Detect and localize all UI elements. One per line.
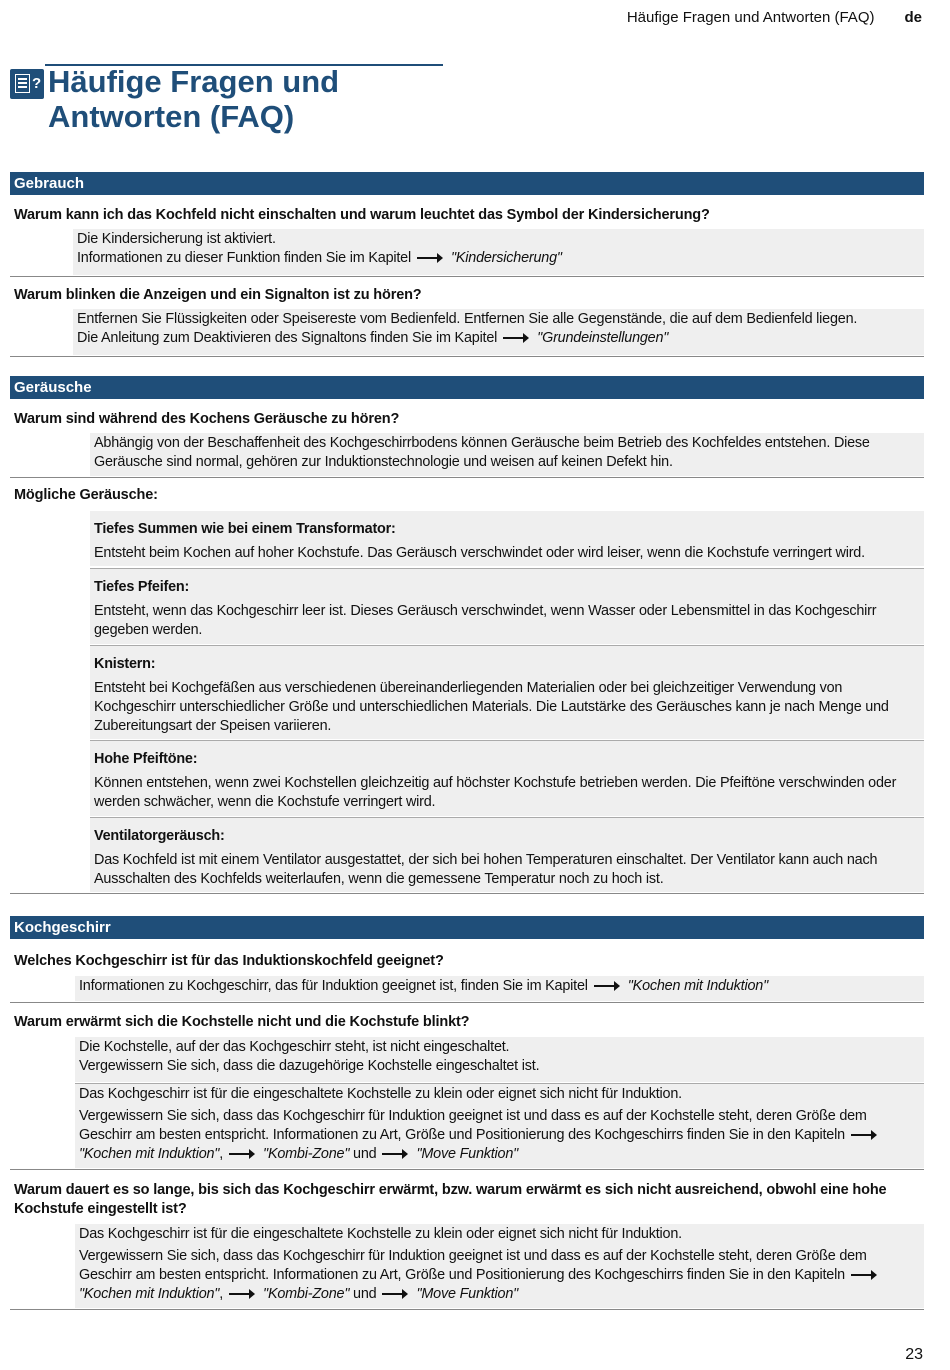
noise-title: Ventilatorgeräusch: [94, 828, 225, 844]
chapter-reference: "Kombi-Zone" [263, 1146, 350, 1162]
question-text: Welches Kochgeschirr ist für das Induktionskochfeld geeignet? [14, 953, 444, 969]
arrow-right-icon [503, 333, 529, 343]
noise-text: Das Kochfeld ist mit einem Ventilator ausgestattet, der sich bei hohen Temperaturen einschaltet. Der Ventilator kann auch nach Ausschalten des Kochfelds weiterlaufen, wenn die gemessene Temperatur noch zu hoch ist. [94, 852, 878, 887]
page-title-line1: Häufige Fragen und [48, 64, 340, 99]
page-title-line2: Antworten (FAQ) [48, 99, 295, 134]
answer-block [75, 976, 924, 1001]
answer-line: Abhängig von der Beschaffenheit des Kochgeschirrbodens können Geräusche beim Betrieb des Kochfeldes entstehen. Diese Geräusche sind normal, gehören zur Induktionstechnologie und weisen auf keinen Defekt hin. [94, 435, 870, 470]
arrow-right-icon [851, 1270, 877, 1280]
possible-noises-label: Mögliche Geräusche: [14, 487, 158, 503]
chapter-reference: "Kochen mit Induktion" [79, 1286, 220, 1302]
separator [10, 276, 924, 277]
noise-title: Tiefes Pfeifen: [94, 579, 190, 595]
noise-block [90, 818, 924, 892]
noise-text: Entsteht beim Kochen auf hoher Kochstufe. Das Geräusch verschwindet oder wird leiser, wenn die Kochstufe verringert wird. [94, 545, 865, 561]
separator [10, 1309, 924, 1310]
document-question-icon: ? [10, 69, 44, 99]
noise-text: Können entstehen, wenn zwei Kochstellen gleichzeitig auf höchster Kochstufe betrieben werden. Die Pfeiftöne verschwinden oder werden schwächer, wenn die Kochstufe verringert wird. [94, 775, 897, 810]
answer-line: Die Kochstelle, auf der das Kochgeschirr steht, ist nicht eingeschaltet. [79, 1039, 510, 1055]
arrow-right-icon [851, 1130, 877, 1140]
noise-title: Knistern: [94, 656, 156, 672]
noise-block [90, 741, 924, 816]
question-text: Warum blinken die Anzeigen und ein Signalton ist zu hören? [14, 287, 422, 303]
comma: , [219, 1286, 224, 1302]
conjunction: und [353, 1146, 377, 1162]
chapter-reference: "Kochen mit Induktion" [79, 1146, 220, 1162]
noise-title: Hohe Pfeiftöne: [94, 751, 198, 767]
answer-text: Informationen zu dieser Funktion finden Sie im Kapitel [77, 250, 411, 266]
noise-text: Entsteht bei Kochgefäßen aus verschiedenen übereinanderliegenden Materialien oder bei gleichzeitiger Verwendung von Kochgeschirr unterschiedlicher Größe und unterschiedlichen Materials. Die Lautstärke des Geräusches kann je nach Menge und Zubereitungsart der Speisen variieren. [94, 680, 889, 734]
answer-text: Informationen zu Kochgeschirr, das für Induktion geeignet ist, finden Sie im Kapitel [79, 978, 588, 994]
running-header-title: Häufige Fragen und Antworten (FAQ) [626, 9, 875, 26]
arrow-right-icon [594, 981, 620, 991]
answer-block [73, 229, 924, 275]
noise-title: Tiefes Summen wie bei einem Transformator: [94, 521, 396, 537]
question-text: Warum kann ich das Kochfeld nicht einschalten und warum leuchtet das Symbol der Kindersicherung? [14, 207, 710, 223]
chapter-reference: "Move Funktion" [416, 1286, 519, 1302]
noise-block [90, 511, 924, 566]
answer-line: Die Kindersicherung ist aktiviert. [77, 231, 276, 247]
page-number: 23 [905, 1346, 923, 1363]
answer-text: Die Anleitung zum Deaktivieren des Signaltons finden Sie im Kapitel [77, 330, 498, 346]
answer-line [77, 249, 920, 268]
answer-block [75, 1037, 924, 1082]
arrow-right-icon [417, 253, 443, 263]
separator [10, 1169, 924, 1170]
noise-block [90, 569, 924, 644]
answer-text: Vergewissern Sie sich, dass das Kochgeschirr für Induktion geeignet ist und dass es auf der Kochstelle steht, deren Größe dem Geschirr am besten entspricht. Informationen zu Art, Größe und Positionierung des Kochgeschirrs finden Sie in den Kapiteln [79, 1248, 867, 1283]
chapter-reference: "Kindersicherung" [450, 250, 562, 266]
noise-text: Entsteht, wenn das Kochgeschirr leer ist. Dieses Geräusch verschwindet, wenn Wasser oder Lebensmittel in das Kochgeschirr gegeben werden. [94, 603, 877, 638]
section-header-gebrauch: Gebrauch [10, 172, 924, 195]
chapter-reference: "Move Funktion" [416, 1146, 519, 1162]
comma: , [219, 1146, 224, 1162]
section-header-kochgeschirr: Kochgeschirr [10, 916, 924, 939]
answer-line [79, 1107, 920, 1164]
section-header-geraeusche: Geräusche [10, 376, 924, 399]
question-text: Warum sind während des Kochens Geräusche zu hören? [14, 411, 400, 427]
question-text: Warum erwärmt sich die Kochstelle nicht und die Kochstufe blinkt? [14, 1014, 470, 1030]
separator [10, 356, 924, 357]
answer-block [75, 1224, 924, 1308]
question-text: Warum dauert es so lange, bis sich das Kochgeschirr erwärmt, bzw. warum erwärmt es sich nicht ausreichend, obwohl eine hohe Kochstufe eingestellt ist? [14, 1182, 887, 1217]
conjunction: und [353, 1286, 377, 1302]
answer-line [77, 329, 920, 348]
answer-line: Vergewissern Sie sich, dass die dazugehörige Kochstelle eingeschaltet ist. [79, 1058, 540, 1074]
separator [10, 1002, 924, 1003]
separator [10, 477, 924, 478]
chapter-reference: "Kombi-Zone" [263, 1286, 350, 1302]
chapter-reference: "Kochen mit Induktion" [627, 978, 768, 994]
answer-line [79, 977, 920, 996]
noise-block [90, 646, 924, 739]
arrow-right-icon [229, 1149, 255, 1159]
answer-block [75, 1084, 924, 1168]
answer-line: Das Kochgeschirr ist für die eingeschaltete Kochstelle zu klein oder eignet sich nicht für Induktion. [79, 1086, 682, 1102]
chapter-reference: "Grundeinstellungen" [537, 330, 669, 346]
separator [10, 893, 924, 894]
arrow-right-icon [382, 1289, 408, 1299]
arrow-right-icon [382, 1149, 408, 1159]
answer-line: Das Kochgeschirr ist für die eingeschaltete Kochstelle zu klein oder eignet sich nicht für Induktion. [79, 1226, 682, 1242]
answer-block [90, 433, 924, 476]
answer-text: Vergewissern Sie sich, dass das Kochgeschirr für Induktion geeignet ist und dass es auf der Kochstelle steht, deren Größe dem Geschirr am besten entspricht. Informationen zu Art, Größe und Positionierung des Kochgeschirrs finden Sie in den Kapiteln [79, 1108, 867, 1143]
page-title [48, 64, 339, 134]
running-header [627, 9, 922, 26]
arrow-right-icon [229, 1289, 255, 1299]
answer-line: Entfernen Sie Flüssigkeiten oder Speisereste vom Bedienfeld. Entfernen Sie alle Gegenstände, die auf dem Bedienfeld liegen. [77, 311, 858, 327]
answer-block [73, 309, 924, 355]
language-code: de [904, 9, 922, 26]
answer-line [79, 1247, 920, 1304]
